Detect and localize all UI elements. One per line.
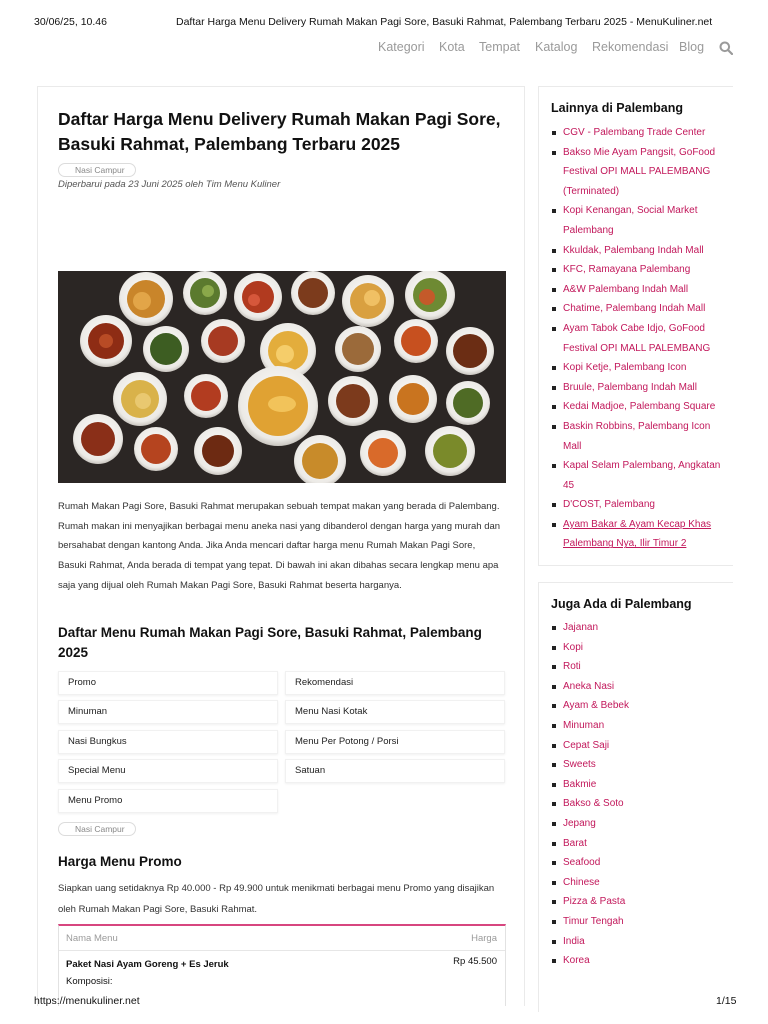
top-navigation — [0, 40, 768, 60]
sidebar-link[interactable]: Ayam Bakar & Ayam Kecap Khas Palembang Nya, Ilir Timur 2 — [551, 515, 731, 554]
sidebar-category-link[interactable]: Jepang — [551, 814, 731, 834]
intro-paragraph: Rumah Makan Pagi Sore, Basuki Rahmat merupakan sebuah tempat makan yang berada di Palembang. Rumah makan ini menyajikan berbagai menu aneka nasi yang dibanderol dengan harga yang murah dan bersahabat dengan kantong Anda. Jika Anda mencari daftar harga menu Rumah Makan Pagi Sore, Basuki Rahmat, Anda berada di tempat yang tepat. Di bawah ini akan dibahas secara lengkap menu apa saja yang dijual oleh Rumah Makan Pagi Sore, Basuki Rahmat beserta harganya. — [58, 501, 501, 591]
sidebar-category-link[interactable]: Korea — [551, 951, 731, 971]
sidebar-lainnya-list — [551, 123, 731, 554]
post-meta: Diperbarui pada 23 Juni 2025 oleh Tim Menu Kuliner — [58, 179, 281, 190]
sidebar-category-link[interactable]: Chinese — [551, 873, 731, 893]
nav-tempat[interactable]: Tempat — [479, 40, 520, 54]
nav-katalog[interactable]: Katalog — [535, 40, 578, 54]
post-title: Daftar Harga Menu Delivery Rumah Makan Pagi Sore, Basuki Rahmat, Palembang Terbaru 2025 — [58, 109, 501, 154]
print-url: https://menukuliner.net — [34, 995, 140, 1007]
hero-food-image — [58, 271, 506, 483]
sidebar-link[interactable]: Kapal Selam Palembang, Angkatan 45 — [551, 456, 731, 495]
sidebar-link[interactable]: A&W Palembang Indah Mall — [551, 280, 731, 300]
menu-category-nasi-bungkus[interactable]: Nasi Bungkus — [58, 730, 278, 754]
menu-category-nasi-kotak[interactable]: Menu Nasi Kotak — [285, 700, 505, 724]
menu-category-promo[interactable]: Promo — [58, 671, 278, 695]
menu-list-heading: Daftar Menu Rumah Makan Pagi Sore, Basuki Rahmat, Palembang 2025 — [58, 625, 482, 660]
sidebar-link[interactable]: D'COST, Palembang — [551, 495, 731, 515]
sidebar-category-link[interactable]: Bakmie — [551, 775, 731, 795]
print-page-number: 1/15 — [716, 995, 737, 1007]
table-row-name: Paket Nasi Ayam Goreng + Es Jeruk — [66, 959, 229, 970]
promo-paragraph: Siapkan uang setidaknya Rp 40.000 - Rp 49.900 untuk menikmati berbagai menu Promo yang disajikan oleh Rumah Makan Pagi Sore, Basuki Rahmat. — [58, 883, 495, 915]
sidebar-juga-title: Juga Ada di Palembang — [551, 597, 692, 611]
sidebar-lainnya — [538, 86, 733, 566]
price-table — [58, 924, 506, 1006]
sidebar-category-link[interactable]: Aneka Nasi — [551, 677, 731, 697]
sidebar-category-link[interactable]: Barat — [551, 834, 731, 854]
sidebar-link[interactable]: CGV - Palembang Trade Center — [551, 123, 731, 143]
sidebar-category-link[interactable]: India — [551, 932, 731, 952]
sidebar-link[interactable]: Kopi Ketje, Palembang Icon — [551, 358, 731, 378]
menu-category-per-potong[interactable]: Menu Per Potong / Porsi — [285, 730, 505, 754]
sidebar-link[interactable]: Bruule, Palembang Indah Mall — [551, 378, 731, 398]
print-doc-title: Daftar Harga Menu Delivery Rumah Makan Pagi Sore, Basuki Rahmat, Palembang Terbaru 2025 - MenuKuliner.net — [176, 16, 713, 28]
menu-category-menu-promo[interactable]: Menu Promo — [58, 789, 278, 813]
sidebar-lainnya-title: Lainnya di Palembang — [551, 101, 683, 115]
sidebar-category-link[interactable]: Bakso & Soto — [551, 794, 731, 814]
sidebar-link[interactable]: KFC, Ramayana Palembang — [551, 260, 731, 280]
sidebar-category-link[interactable]: Roti — [551, 657, 731, 677]
sidebar-link[interactable]: Baskin Robbins, Palembang Icon Mall — [551, 417, 731, 456]
article-card — [37, 86, 525, 1006]
menu-category-satuan[interactable]: Satuan — [285, 759, 505, 783]
sidebar-juga-list — [551, 618, 731, 971]
category-tag-bottom[interactable]: Nasi Campur — [58, 822, 136, 836]
sidebar-juga-ada — [538, 582, 733, 1012]
menu-category-minuman[interactable]: Minuman — [58, 700, 278, 724]
table-divider — [59, 950, 505, 951]
sidebar-category-link[interactable]: Minuman — [551, 716, 731, 736]
sidebar-category-link[interactable]: Ayam & Bebek — [551, 696, 731, 716]
sidebar-link[interactable]: Kedai Madjoe, Palembang Square — [551, 397, 731, 417]
menu-category-special[interactable]: Special Menu — [58, 759, 278, 783]
column-header-name: Nama Menu — [66, 933, 118, 944]
nav-blog[interactable]: Blog — [679, 40, 705, 54]
sidebar-category-link[interactable]: Timur Tengah — [551, 912, 731, 932]
sidebar-category-link[interactable]: Kopi — [551, 638, 731, 658]
menu-category-rekomendasi[interactable]: Rekomendasi — [285, 671, 505, 695]
sidebar-link[interactable]: Chatime, Palembang Indah Mall — [551, 299, 731, 319]
category-tag[interactable]: Nasi Campur — [58, 163, 136, 177]
sidebar-category-link[interactable]: Cepat Saji — [551, 736, 731, 756]
sidebar-category-link[interactable]: Sweets — [551, 755, 731, 775]
sidebar-category-link[interactable]: Seafood — [551, 853, 731, 873]
nav-kota[interactable]: Kota — [439, 40, 465, 54]
table-row-composition: Komposisi: — [66, 976, 113, 987]
sidebar-link[interactable]: Ayam Tabok Cabe Idjo, GoFood Festival OPI MALL PALEMBANG — [551, 319, 731, 358]
nav-kategori[interactable]: Kategori — [378, 40, 425, 54]
print-header — [0, 16, 768, 32]
search-icon[interactable] — [719, 41, 733, 55]
table-row-price: Rp 45.500 — [453, 956, 497, 967]
sidebar-category-link[interactable]: Pizza & Pasta — [551, 892, 731, 912]
sidebar-category-link[interactable]: Jajanan — [551, 618, 731, 638]
print-date: 30/06/25, 10.46 — [34, 16, 107, 28]
sidebar-link[interactable]: Bakso Mie Ayam Pangsit, GoFood Festival OPI MALL PALEMBANG (Terminated) — [551, 143, 731, 202]
promo-heading: Harga Menu Promo — [58, 854, 182, 869]
nav-rekomendasi[interactable]: Rekomendasi — [592, 40, 669, 54]
sidebar-link[interactable]: Kkuldak, Palembang Indah Mall — [551, 241, 731, 261]
sidebar-link[interactable]: Kopi Kenangan, Social Market Palembang — [551, 201, 731, 240]
column-header-price: Harga — [471, 933, 497, 944]
